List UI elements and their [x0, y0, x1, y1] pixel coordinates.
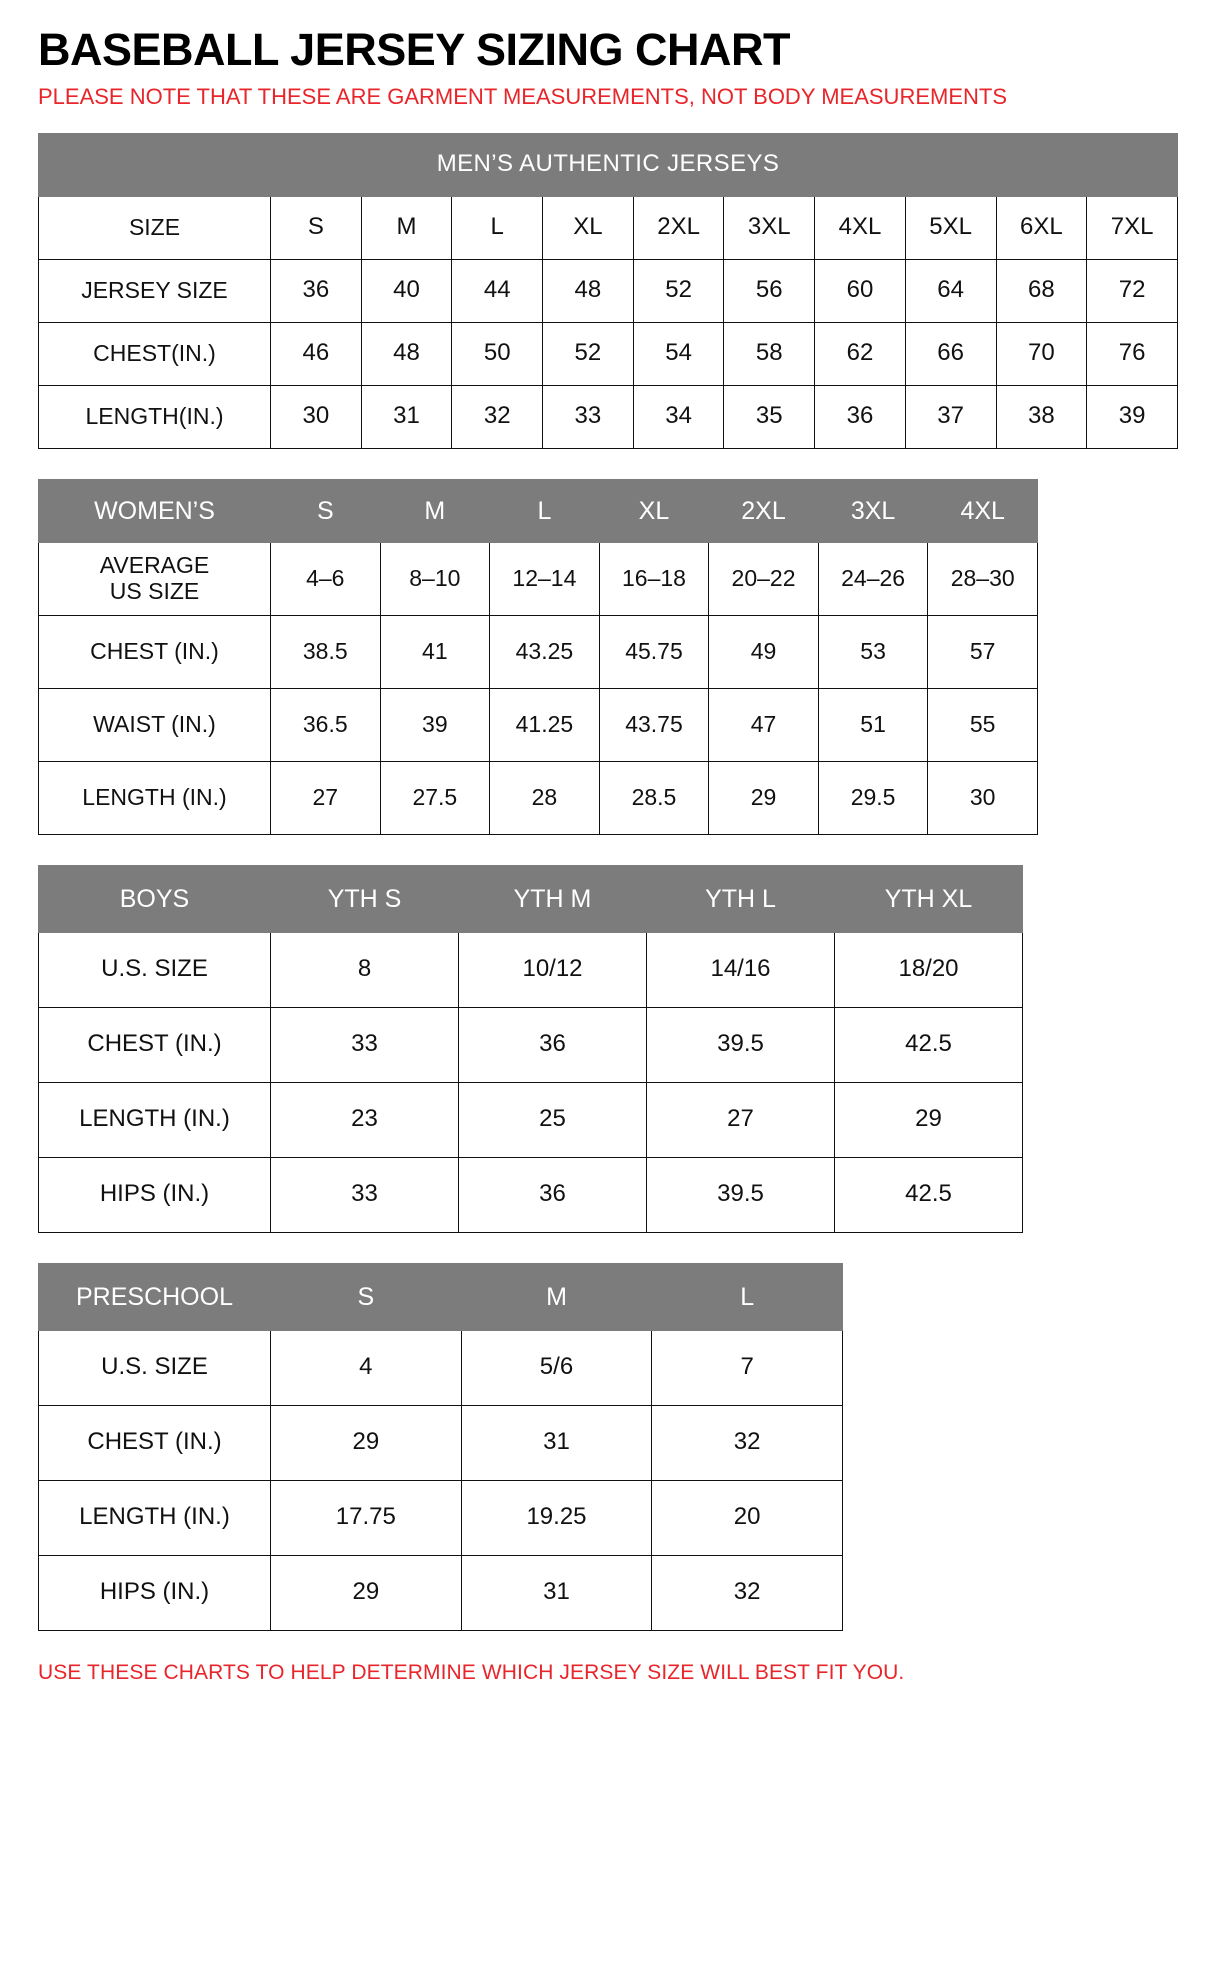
column-header: YTH M [459, 865, 647, 932]
cell: 37 [905, 385, 996, 448]
table-row [39, 133, 1178, 196]
table-row [39, 259, 1178, 322]
cell: 30 [928, 761, 1038, 834]
row-label: HIPS (IN.) [39, 1157, 271, 1232]
cell: 6XL [996, 196, 1087, 259]
table-row [39, 1405, 843, 1480]
cell: 12–14 [490, 542, 600, 615]
table-row [39, 196, 1178, 259]
cell: 64 [905, 259, 996, 322]
cell: 33 [543, 385, 634, 448]
cell: 36 [271, 259, 362, 322]
cell: 20–22 [709, 542, 819, 615]
row-label: SIZE [39, 196, 271, 259]
cell: 34 [633, 385, 724, 448]
cell: 58 [724, 322, 815, 385]
row-label: AVERAGE US SIZE [39, 542, 271, 615]
cell: 68 [996, 259, 1087, 322]
cell: 39 [380, 688, 490, 761]
cell: 23 [271, 1082, 459, 1157]
column-header: M [380, 479, 490, 542]
cell: 29 [835, 1082, 1023, 1157]
row-label: U.S. SIZE [39, 932, 271, 1007]
row-label: CHEST (IN.) [39, 1405, 271, 1480]
cell: 41.25 [490, 688, 600, 761]
cell: 2XL [633, 196, 724, 259]
cell: L [452, 196, 543, 259]
cell: 16–18 [599, 542, 709, 615]
table-row [39, 615, 1038, 688]
column-header: YTH S [271, 865, 459, 932]
cell: 60 [815, 259, 906, 322]
cell: 51 [818, 688, 928, 761]
cell: 32 [652, 1405, 843, 1480]
cell: 4 [271, 1330, 462, 1405]
mens-table-banner: MEN’S AUTHENTIC JERSEYS [39, 133, 1178, 196]
column-header: YTH L [647, 865, 835, 932]
cell: 28.5 [599, 761, 709, 834]
cell: 66 [905, 322, 996, 385]
cell: 72 [1087, 259, 1178, 322]
garment-measurement-note: PLEASE NOTE THAT THESE ARE GARMENT MEASUREMENTS, NOT BODY MEASUREMENTS [38, 84, 1008, 110]
cell: 30 [271, 385, 362, 448]
table-row [39, 542, 1038, 615]
cell: 48 [361, 322, 452, 385]
row-label: LENGTH(IN.) [39, 385, 271, 448]
cell: 7XL [1087, 196, 1178, 259]
cell: 42.5 [835, 1157, 1023, 1232]
table-row [39, 761, 1038, 834]
cell: 25 [459, 1082, 647, 1157]
cell: 8 [271, 932, 459, 1007]
womens-sizing-table [38, 479, 1038, 835]
cell: 33 [271, 1157, 459, 1232]
column-header: S [271, 1263, 462, 1330]
cell: 31 [461, 1555, 652, 1630]
cell: 53 [818, 615, 928, 688]
cell: 29 [271, 1405, 462, 1480]
cell: 44 [452, 259, 543, 322]
row-label: JERSEY SIZE [39, 259, 271, 322]
cell: 45.75 [599, 615, 709, 688]
page-title: BASEBALL JERSEY SIZING CHART [38, 24, 790, 75]
row-label: LENGTH (IN.) [39, 761, 271, 834]
cell: 31 [361, 385, 452, 448]
cell: 27 [271, 761, 381, 834]
cell: 76 [1087, 322, 1178, 385]
cell: 24–26 [818, 542, 928, 615]
cell: 39.5 [647, 1157, 835, 1232]
cell: 38 [996, 385, 1087, 448]
table-row [39, 322, 1178, 385]
cell: 28 [490, 761, 600, 834]
cell: 36 [459, 1007, 647, 1082]
cell: 41 [380, 615, 490, 688]
cell: 62 [815, 322, 906, 385]
table-row [39, 932, 1023, 1007]
cell: 47 [709, 688, 819, 761]
table-row [39, 1157, 1023, 1232]
row-label: CHEST (IN.) [39, 1007, 271, 1082]
cell: 5/6 [461, 1330, 652, 1405]
cell: 39.5 [647, 1007, 835, 1082]
cell: 29 [709, 761, 819, 834]
row-label: CHEST (IN.) [39, 615, 271, 688]
cell: 17.75 [271, 1480, 462, 1555]
table-row [39, 1082, 1023, 1157]
cell: 50 [452, 322, 543, 385]
cell: 52 [633, 259, 724, 322]
table-row [39, 1480, 843, 1555]
cell: 27.5 [380, 761, 490, 834]
cell: 28–30 [928, 542, 1038, 615]
column-header: YTH XL [835, 865, 1023, 932]
row-label: HIPS (IN.) [39, 1555, 271, 1630]
row-label: LENGTH (IN.) [39, 1082, 271, 1157]
cell: 14/16 [647, 932, 835, 1007]
cell: 20 [652, 1480, 843, 1555]
preschool-header-label: PRESCHOOL [39, 1263, 271, 1330]
cell: 32 [652, 1555, 843, 1630]
row-label: CHEST(IN.) [39, 322, 271, 385]
preschool-sizing-table [38, 1263, 843, 1631]
row-label: LENGTH (IN.) [39, 1480, 271, 1555]
table-header-row [39, 479, 1038, 542]
cell: 36 [459, 1157, 647, 1232]
column-header: S [271, 479, 381, 542]
cell: 46 [271, 322, 362, 385]
boys-sizing-table [38, 865, 1023, 1233]
cell: 49 [709, 615, 819, 688]
table-row [39, 385, 1178, 448]
row-label: WAIST (IN.) [39, 688, 271, 761]
column-header: XL [599, 479, 709, 542]
cell: M [361, 196, 452, 259]
cell: 8–10 [380, 542, 490, 615]
footer-note: USE THESE CHARTS TO HELP DETERMINE WHICH JERSEY SIZE WILL BEST FIT YOU. [38, 1660, 905, 1684]
cell: 39 [1087, 385, 1178, 448]
cell: 56 [724, 259, 815, 322]
table-row [39, 1555, 843, 1630]
cell: 42.5 [835, 1007, 1023, 1082]
column-header: 4XL [928, 479, 1038, 542]
mens-sizing-table [38, 133, 1178, 449]
cell: 38.5 [271, 615, 381, 688]
table-row [39, 688, 1038, 761]
cell: 32 [452, 385, 543, 448]
cell: 54 [633, 322, 724, 385]
column-header: L [652, 1263, 843, 1330]
cell: 31 [461, 1405, 652, 1480]
table-row [39, 1330, 843, 1405]
boys-header-label: BOYS [39, 865, 271, 932]
cell: 5XL [905, 196, 996, 259]
column-header: M [461, 1263, 652, 1330]
cell: S [271, 196, 362, 259]
cell: 33 [271, 1007, 459, 1082]
cell: 29.5 [818, 761, 928, 834]
column-header: 3XL [818, 479, 928, 542]
cell: 36 [815, 385, 906, 448]
cell: 4–6 [271, 542, 381, 615]
cell: 27 [647, 1082, 835, 1157]
cell: 52 [543, 322, 634, 385]
table-header-row [39, 1263, 843, 1330]
table-header-row [39, 865, 1023, 932]
cell: 48 [543, 259, 634, 322]
cell: 57 [928, 615, 1038, 688]
cell: 3XL [724, 196, 815, 259]
row-label: U.S. SIZE [39, 1330, 271, 1405]
cell: 10/12 [459, 932, 647, 1007]
cell: XL [543, 196, 634, 259]
cell: 55 [928, 688, 1038, 761]
cell: 35 [724, 385, 815, 448]
cell: 36.5 [271, 688, 381, 761]
cell: 18/20 [835, 932, 1023, 1007]
womens-header-label: WOMEN’S [39, 479, 271, 542]
cell: 7 [652, 1330, 843, 1405]
cell: 70 [996, 322, 1087, 385]
cell: 40 [361, 259, 452, 322]
cell: 4XL [815, 196, 906, 259]
column-header: 2XL [709, 479, 819, 542]
cell: 29 [271, 1555, 462, 1630]
cell: 43.25 [490, 615, 600, 688]
cell: 43.75 [599, 688, 709, 761]
cell: 19.25 [461, 1480, 652, 1555]
column-header: L [490, 479, 600, 542]
table-row [39, 1007, 1023, 1082]
